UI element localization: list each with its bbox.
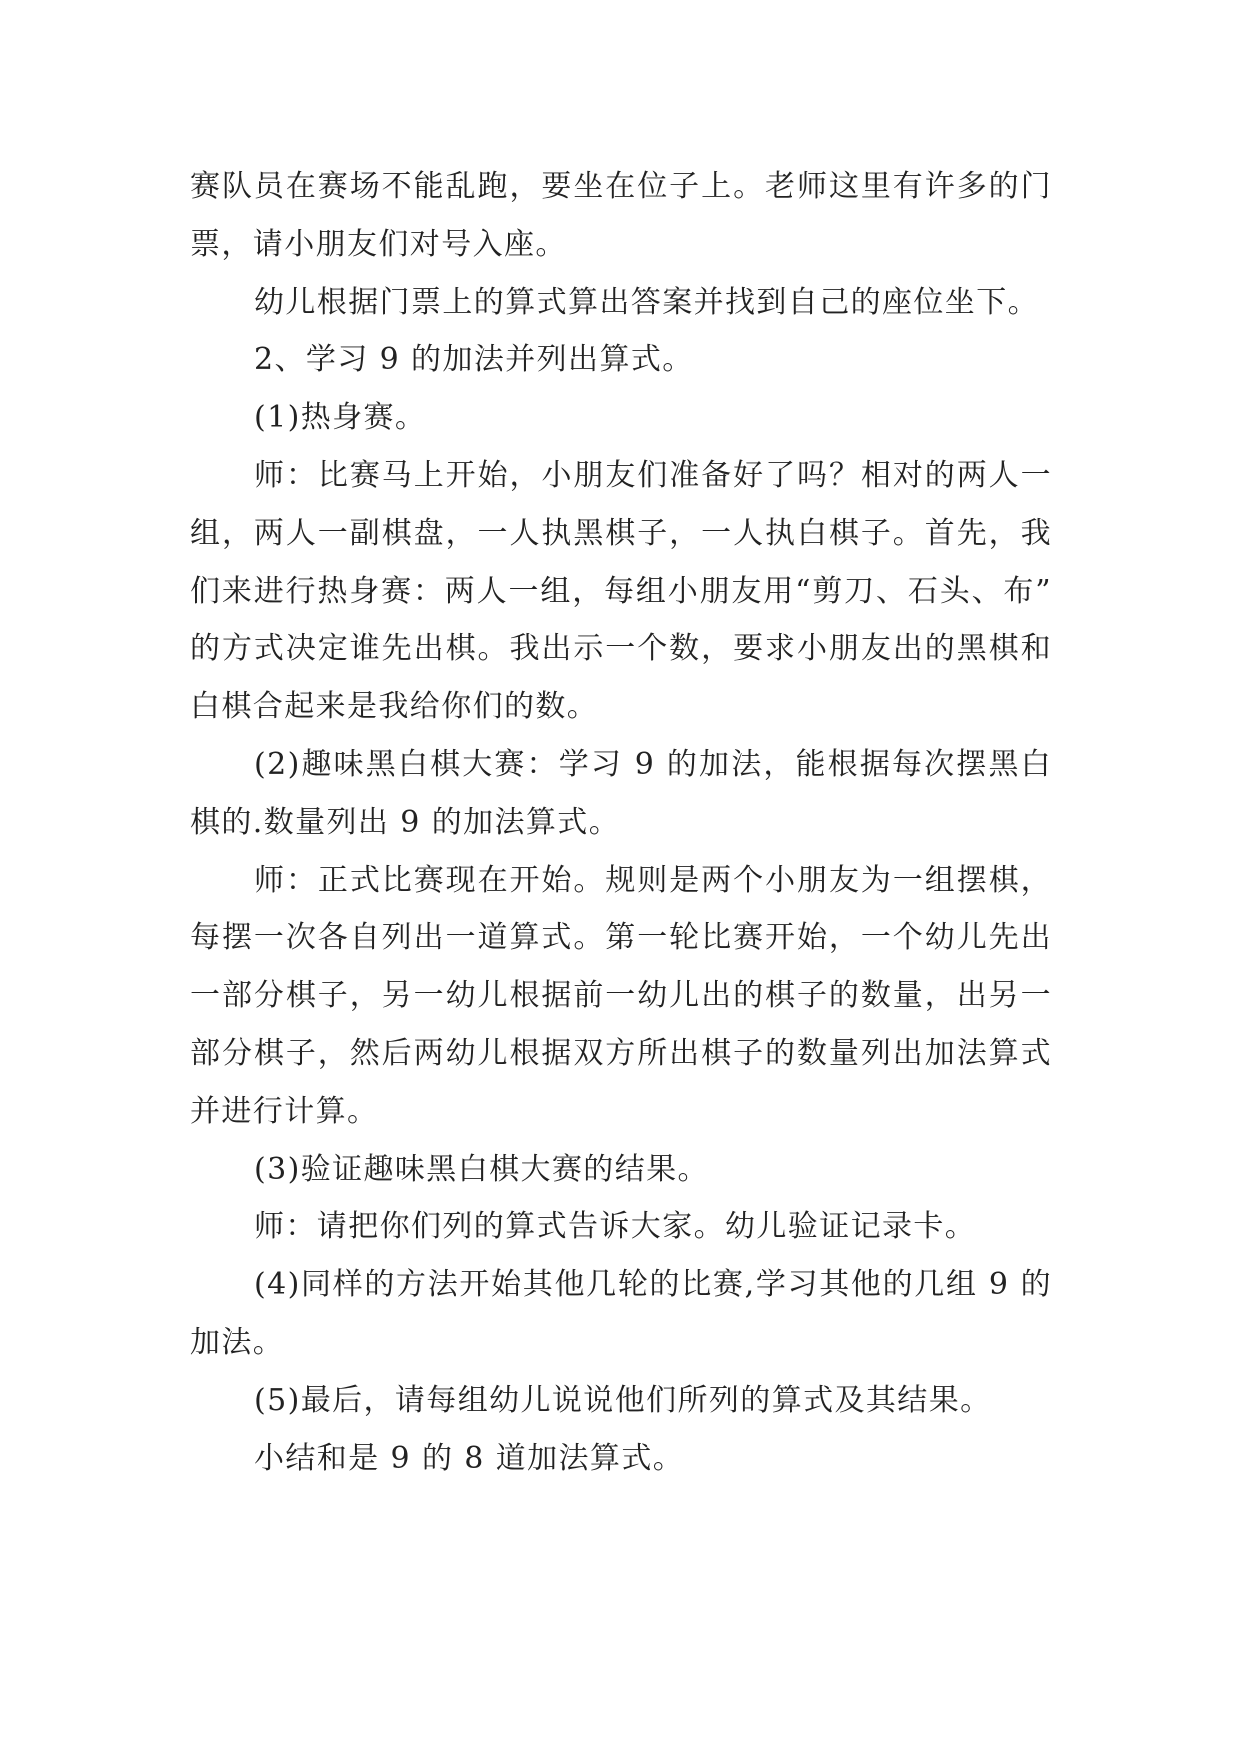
paragraph: 2、学习 9 的加法并列出算式。: [254, 342, 694, 378]
paragraph: 师：正式比赛现在开始。规则是两个小朋友为一组摆棋，每摆一次各自列出一道算式。第一轮比赛开始，一个幼儿先出一部分棋子，另一幼儿根据前一幼儿出的棋子的数量，出另一部分棋子，然后两幼儿根据双方所出棋子的数量列出加法算式并进行计算。: [190, 862, 1052, 1129]
paragraph: 师：请把你们列的算式告诉大家。幼儿验证记录卡。: [254, 1209, 977, 1245]
paragraph: 小结和是 9 的 8 道加法算式。: [254, 1440, 685, 1476]
paragraph: (1)热身赛。: [254, 400, 427, 436]
document-body: [190, 158, 1052, 1487]
paragraph: 幼儿根据门票上的算式算出答案并找到自己的座位坐下。: [254, 284, 1039, 320]
paragraph: 赛队员在赛场不能乱跑，要坐在位子上。老师这里有许多的门票，请小朋友们对号入座。: [190, 169, 1052, 262]
paragraph: (2)趣味黑白棋大赛：学习 9 的加法，能根据每次摆黑白棋的.数量列出 9 的加法算式。: [190, 746, 1052, 840]
paragraph: (5)最后，请每组幼儿说说他们所列的算式及其结果。: [254, 1382, 992, 1418]
paragraph: 师：比赛马上开始，小朋友们准备好了吗？相对的两人一组，两人一副棋盘，一人执黑棋子，一人执白棋子。首先，我们来进行热身赛：两人一组，每组小朋友用“剪刀、石头、布”的方式决定谁先出棋。我出示一个数，要求小朋友出的黑棋和白棋合起来是我给你们的数。: [190, 457, 1052, 725]
paragraph: (3)验证趣味黑白棋大赛的结果。: [254, 1151, 709, 1187]
paragraph: (4)同样的方法开始其他几轮的比赛,学习其他的几组 9 的加法。: [190, 1267, 1052, 1360]
